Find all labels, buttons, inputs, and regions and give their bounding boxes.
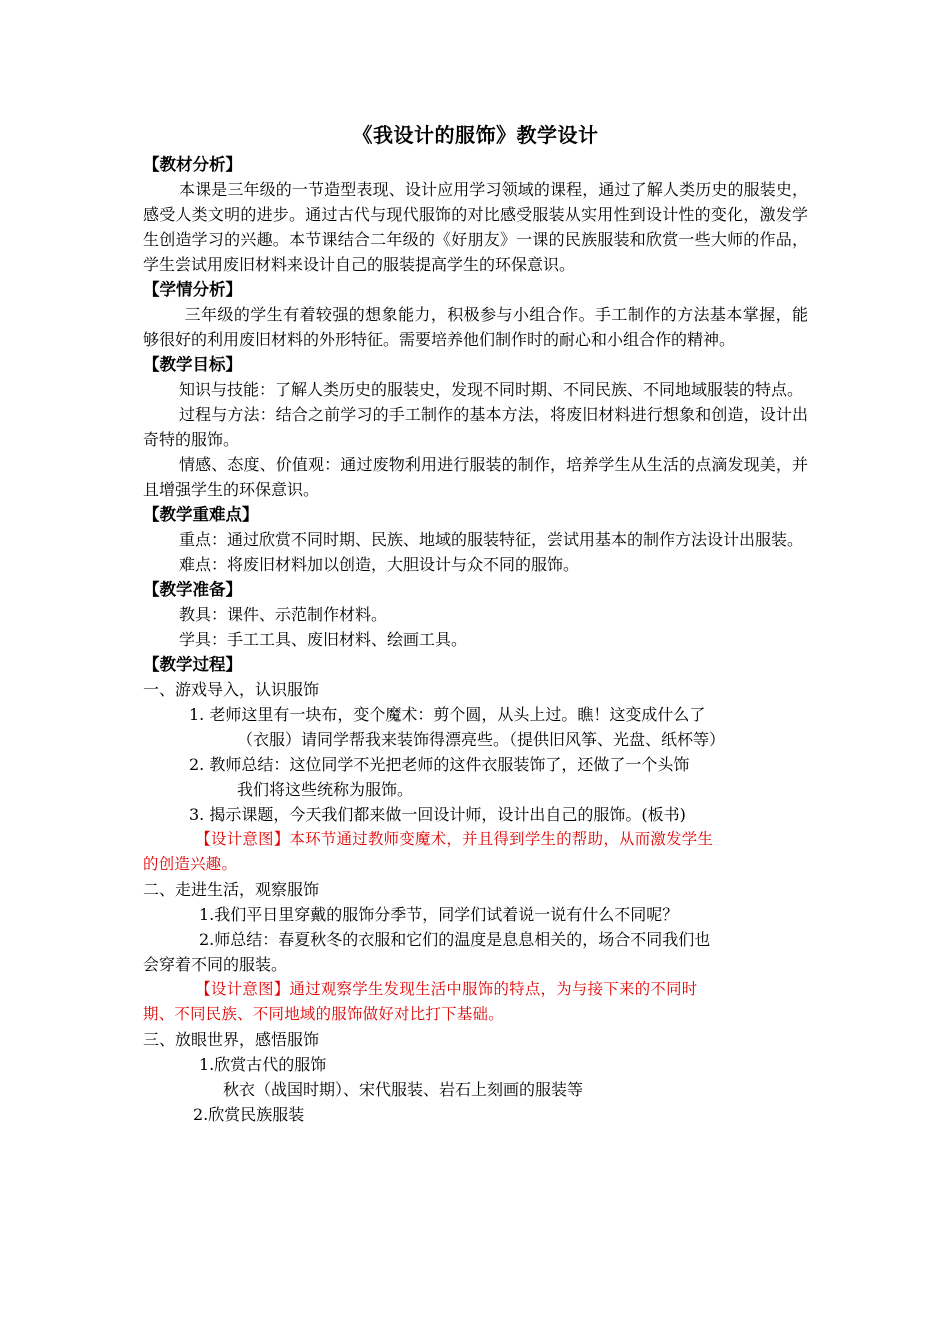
prep-student-tools: 学具：手工工具、废旧材料、绘画工具。: [179, 630, 468, 649]
part3-item2: 2.欣赏民族服装: [193, 1105, 305, 1124]
part1-item2-line2: 我们将这些统称为服饰。: [237, 780, 414, 799]
heading-material-analysis: 【教材分析】: [143, 155, 242, 174]
part2-design-intent-line2: 期、不同民族、不同地域的服饰做好对比打下基础。: [143, 1005, 504, 1023]
part3-item1-detail: 秋衣（战国时期）、宋代服装、岩石上刻画的服装等: [223, 1080, 584, 1099]
heading-teaching-preparation: 【教学准备】: [143, 580, 242, 599]
key-point: 重点：通过欣赏不同时期、民族、地域的服装特征，尝试用基本的制作方法设计出服装。: [179, 530, 804, 549]
process-part2-title: 二、走进生活，观察服饰: [143, 880, 320, 899]
part1-design-intent-line2: 的创造兴趣。: [143, 855, 238, 873]
document-title: 《我设计的服饰》教学设计: [352, 123, 599, 147]
student-analysis-body: 三年级的学生有着较强的想象能力，积极参与小组合作。手工制作的方法基本掌握，能够很好的利用废旧材料的外形特征。需要培养他们制作时的耐心和小组合作的精神。: [143, 305, 808, 349]
part1-item1-line2: （衣服）请同学帮我来装饰得漂亮些。（提供旧风筝、光盘、纸杯等）: [237, 730, 726, 749]
heading-student-analysis: 【学情分析】: [143, 280, 242, 299]
document-page: [143, 118, 808, 1127]
part2-design-intent-line1: 【设计意图】通过观察学生发现生活中服饰的特点，为与接下来的不同时: [195, 980, 698, 998]
part1-design-intent-line1: 【设计意图】本环节通过教师变魔术，并且得到学生的帮助，从而激发学生: [195, 830, 714, 848]
heading-teaching-goals: 【教学目标】: [143, 355, 242, 374]
part1-item2-line1: 2. 教师总结：这位同学不光把老师的这件衣服装饰了，还做了一个头饰: [189, 755, 690, 774]
part1-item1-line1: 1. 老师这里有一块布，变个魔术：剪个圆，从头上过。瞧！这变成什么了: [189, 705, 706, 724]
part2-item2-line1: 2.师总结：春夏秋冬的衣服和它们的温度是息息相关的，场合不同我们也: [199, 930, 711, 949]
difficult-point: 难点：将废旧材料加以创造，大胆设计与众不同的服饰。: [179, 555, 580, 574]
material-analysis-body: 本课是三年级的一节造型表现、设计应用学习领域的课程，通过了解人类历史的服装史，感受人类文明的进步。通过古代与现代服饰的对比感受服装从实用性到设计性的变化，激发学生创造学习的兴趣。本节课结合二年级的《好朋友》一课的民族服装和欣赏一些大师的作品，学生尝试用废旧材料来设计自己的服装提高学生的环保意识。: [143, 180, 808, 274]
part3-item1: 1.欣赏古代的服饰: [199, 1055, 327, 1074]
prep-teacher-tools: 教具：课件、示范制作材料。: [179, 605, 388, 624]
process-part1-title: 一、游戏导入，认识服饰: [143, 680, 320, 699]
process-part3-title: 三、放眼世界，感悟服饰: [143, 1030, 320, 1049]
goal-emotion-values: 情感、态度、价值观：通过废物利用进行服装的制作，培养学生从生活的点滴发现美，并且增强学生的环保意识。: [143, 455, 808, 499]
part2-item2-line2: 会穿着不同的服装。: [143, 955, 288, 974]
part1-item3: 3. 揭示课题，今天我们都来做一回设计师，设计出自己的服饰。(板书): [189, 805, 686, 824]
part2-item1: 1.我们平日里穿戴的服饰分季节，同学们试着说一说有什么不同呢？: [199, 905, 679, 924]
goal-process-method: 过程与方法：结合之前学习的手工制作的基本方法，将废旧材料进行想象和创造，设计出奇特的服饰。: [143, 405, 808, 449]
heading-teaching-process: 【教学过程】: [143, 655, 242, 674]
goal-knowledge-skills: 知识与技能：了解人类历史的服装史，发现不同时期、不同民族、不同地域服装的特点。: [179, 380, 804, 399]
heading-key-difficult-points: 【教学重难点】: [143, 505, 259, 524]
